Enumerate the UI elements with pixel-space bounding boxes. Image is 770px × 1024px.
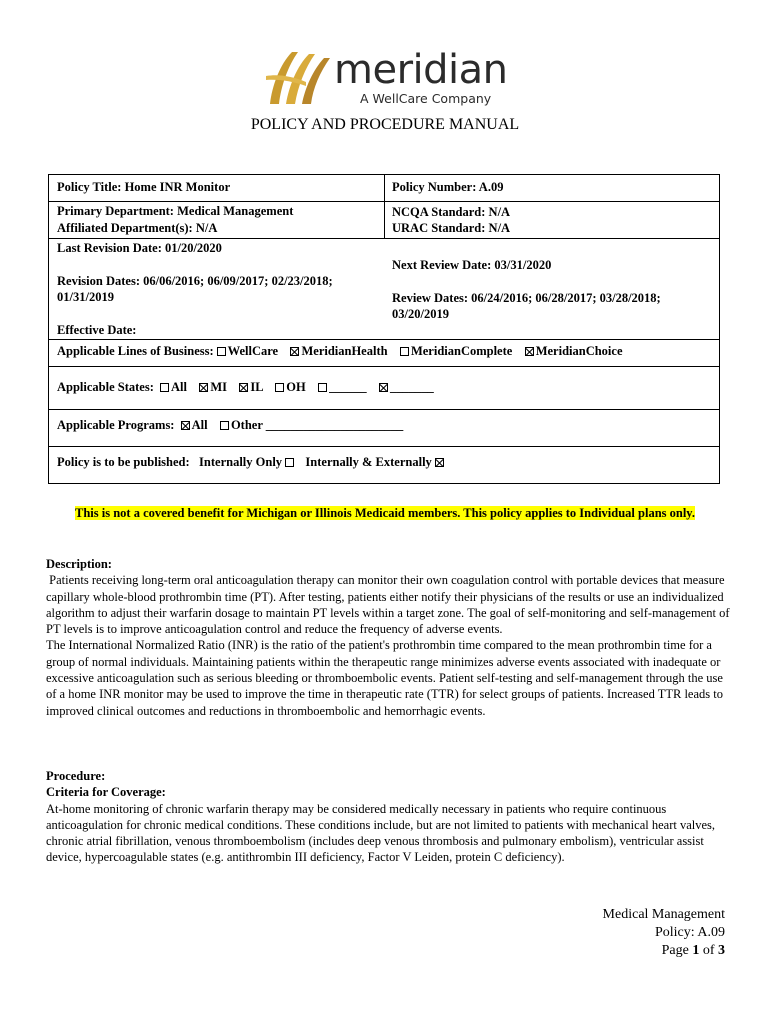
policy-number: Policy Number: A.09 [392,180,504,194]
meridian-logo [262,46,512,112]
page-total: 3 [718,943,725,958]
page-footer [603,906,725,960]
next-review-date: Next Review Date: 03/31/2020 [392,258,552,272]
states-row [57,380,434,395]
option-state-il: IL [250,380,263,394]
option-state-mi: MI [210,380,228,394]
checkbox-state-all[interactable] [160,383,169,392]
procedure-heading: Procedure: [46,769,106,783]
footer-page-number [603,942,725,960]
checkbox-wellcare[interactable] [217,347,226,356]
option-internal-only: Internally Only [199,455,283,469]
description-paragraph-2: The International Normalized Ratio (INR) is the ratio of the patient's prothrombin time compared to the mean prothrombin time for a group of normal individuals. Maintaining patients within the therapeutic range minimizes adverse events associated with inadequate or excessive anticoagulation such as serious bleeding or thromboembolic events. Patient self-testing and self-management through the use of a home INR monitor may be used to improve the time in therapeutic rate (TTR) for select groups of patients. Increased TTR leads to improved clinical outcomes and reductions in thromboembolic and hemorrhagic events. [46,638,723,718]
option-wellcare: WellCare [227,344,279,358]
revision-dates-line1: Revision Dates: 06/06/2016; 06/09/2017; 02/23/2018; [57,274,333,288]
checkbox-meridianchoice[interactable] [525,347,534,356]
option-meridianchoice: MeridianChoice [535,344,623,358]
option-program-all: All [191,418,208,432]
footer-department: Medical Management [602,907,725,922]
description-section [46,556,733,719]
last-revision-date: Last Revision Date: 01/20/2020 [57,241,222,255]
option-state-oh: OH [286,380,306,394]
page-sep: of [702,943,715,958]
checkbox-internal-external[interactable] [435,458,444,467]
checkbox-state-blank1[interactable] [318,383,327,392]
option-state-blank1: ______ [329,380,367,394]
checkbox-state-mi[interactable] [199,383,208,392]
programs-row [57,418,403,433]
procedure-section [46,768,730,866]
checkbox-internal-only[interactable] [285,458,294,467]
description-paragraph-1: Patients receiving long-term oral anticoagulation therapy can monitor their own coagulation control with portable devices that measure capillary whole-blood prothrombin time (PT). After testing, patients either notify their physicians of the results or use an individualized algorithm to adjust their warfarin dosage to maintain PT levels within a target zone. The goal of self-monitoring and self-management of PT levels is to improve anticoagulation control and reduce the frequency of adverse events. [46,573,733,637]
procedure-paragraph: At-home monitoring of chronic warfarin therapy may be considered medically necessary in patients who require continuous anticoagulation for chronic medical conditions. These conditions include, but are not limited to patients with mechanical heart valves, chronic atrial fibrillation, venous thromboembolism (includes deep venous thrombosis and pulmonary embolism), ventricular assist device, hypercoagulable states (e.g. antithrombin III deficiency, Factor V Leiden, protein C deficiency). [46,801,716,865]
lines-of-business-label: Applicable Lines of Business: [57,344,214,358]
checkbox-meridiancomplete[interactable] [400,347,409,356]
publish-row [57,455,446,470]
coverage-banner [50,505,720,522]
logo-wordmark: meridian [334,47,508,93]
option-meridianhealth: MeridianHealth [301,344,388,358]
states-label: Applicable States: [57,380,154,394]
page-current: 1 [692,943,700,958]
option-state-all: All [171,380,187,394]
description-heading: Description: [46,557,112,571]
checkbox-program-all[interactable] [181,421,190,430]
checkbox-state-oh[interactable] [275,383,284,392]
primary-department: Primary Department: Medical Management [57,204,294,218]
option-internal-external: Internally & Externally [305,455,432,469]
option-meridiancomplete: MeridianComplete [410,344,513,358]
footer-policy: Policy: A.09 [654,925,725,940]
urac-standard: URAC Standard: N/A [392,221,511,235]
page-prefix: Page [661,943,689,958]
ncqa-standard: NCQA Standard: N/A [392,205,511,219]
checkbox-program-other[interactable] [220,421,229,430]
review-dates-line1: Review Dates: 06/24/2016; 06/28/2017; 03/28/2018; [392,291,661,305]
checkbox-meridianhealth[interactable] [290,347,299,356]
meridian-logo-mark-icon [262,46,340,112]
affiliated-departments: Affiliated Department(s): N/A [57,221,218,235]
coverage-banner-text: This is not a covered benefit for Michigan or Illinois Medicaid members. This policy applies to Individual plans only. [75,506,695,520]
checkbox-state-blank2[interactable] [379,383,388,392]
option-state-blank2: _______ [390,380,434,394]
logo-tagline: A WellCare Company [360,91,492,106]
effective-date: Effective Date: [57,323,137,337]
manual-title: POLICY AND PROCEDURE MANUAL [250,116,520,133]
publish-label: Policy is to be published: [57,455,190,469]
criteria-heading: Criteria for Coverage: [46,785,166,800]
review-dates-line2: 03/20/2019 [392,307,449,321]
lines-of-business-row [57,344,623,359]
policy-title: Policy Title: Home INR Monitor [57,180,231,194]
programs-label: Applicable Programs: [57,418,175,432]
revision-dates-line2: 01/31/2019 [57,290,114,304]
checkbox-state-il[interactable] [239,383,248,392]
option-program-other: Other ______________________ [230,418,404,432]
